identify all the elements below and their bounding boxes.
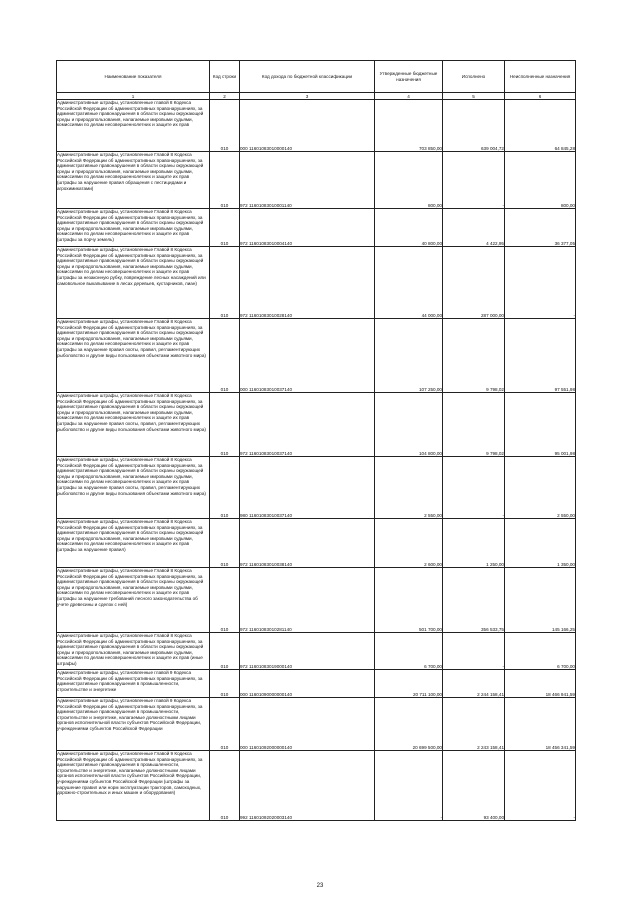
row-executed: 287 000,00 xyxy=(443,247,505,319)
row-unexecuted: - xyxy=(505,751,576,821)
row-unexecuted: 18 456 341,59 xyxy=(505,698,576,751)
row-unexecuted: 145 166,25 xyxy=(505,568,576,633)
row-unexecuted: - xyxy=(505,247,576,319)
table-row xyxy=(57,457,576,519)
row-indicator-name: Административные штрафы, установленные Главой 8 Кодекса Российской Федерации об административных правонарушениях, за административные правонарушения в области охраны окружающей среды и природопользования, налагаемые мировыми судьями, комиссиями по делам несовершеннолетних и защите их прав (штрафы за нарушение требований лесного законодательства об учете древесины и сделок с ней) xyxy=(57,568,210,633)
row-approved: 20 699 500,00 xyxy=(375,698,443,751)
row-line-code: 010 xyxy=(210,209,240,247)
row-budget-code: 980 11601083010037140 xyxy=(240,457,375,519)
page-number: 23 xyxy=(316,883,324,889)
header-indicator-name: Наименование показателя xyxy=(57,61,210,93)
row-executed: 1 250,00 xyxy=(443,519,505,568)
row-unexecuted: 64 845,28 xyxy=(505,100,576,152)
row-executed: - xyxy=(443,152,505,209)
row-indicator-name: Административные штрафы, установленные Главой 8 Кодекса Российской Федерации об административных правонарушениях, за административные правонарушения в области охраны окружающей среды и природопользования, налагаемые мировыми судьями, комиссиями по делам несовершеннолетних и защите их прав (штрафы за порчу земель) xyxy=(57,209,210,247)
row-budget-code: 972 11601083010004140 xyxy=(240,209,375,247)
row-approved: 40 800,00 xyxy=(375,209,443,247)
header-row xyxy=(57,61,576,93)
table-row xyxy=(57,152,576,209)
row-indicator-name: Административные штрафы, установленные Главой 8 Кодекса Российской Федерации об административных правонарушениях, за административные правонарушения в области охраны окружающей среды и природопользования, налагаемые мировыми судьями, комиссиями по делам несовершеннолетних и защите их прав (штрафы за нарушение правил охоты, правил, регламентирующих рыболовство и другие виды пользования объектами животного мира) xyxy=(57,457,210,519)
row-indicator-name: Административные штрафы, установленные Главой 9 Кодекса Российской Федерации об административных правонарушениях, за административные правонарушения в промышленности, строительстве и энергетике, налагаемые должностными лицами органов исполнительной власти субъектов Российской Федерации, учреждениями субъектов Российской Федерации (штрафы за нарушение правил или норм эксплуатации тракторов, самоходных, дорожно-строительных и иных машин и оборудования) xyxy=(57,751,210,821)
table-row xyxy=(57,568,576,633)
column-number: 2 xyxy=(210,93,240,100)
row-executed: 356 533,75 xyxy=(443,568,505,633)
row-indicator-name: Административные штрафы, установленные Главой 8 Кодекса Российской Федерации об административных правонарушениях, за административные правонарушения в области охраны окружающей среды и природопользования, налагаемые мировыми судьями, комиссиями по делам несовершеннолетних и защите их прав (штрафы за нарушение правил) xyxy=(57,519,210,568)
row-approved: 2 600,00 xyxy=(375,519,443,568)
row-unexecuted: 36 377,05 xyxy=(505,209,576,247)
row-approved: 703 850,00 xyxy=(375,100,443,152)
header-budget-code: Код дохода по бюджетной классификации xyxy=(240,61,375,93)
row-unexecuted: 18 466 941,59 xyxy=(505,670,576,698)
table-row xyxy=(57,209,576,247)
row-unexecuted: 800,00 xyxy=(505,152,576,209)
row-approved: 104 800,00 xyxy=(375,393,443,457)
row-budget-code: 972 11601083019000140 xyxy=(240,633,375,670)
row-budget-code: 972 11601083010037140 xyxy=(240,393,375,457)
row-approved: 44 000,00 xyxy=(375,247,443,319)
row-budget-code: 000 11601083010000140 xyxy=(240,100,375,152)
table-row xyxy=(57,519,576,568)
row-approved: 107 250,00 xyxy=(375,319,443,393)
row-indicator-name: Административные штрафы, установленные Главой 8 Кодекса Российской Федерации об административных правонарушениях, за административные правонарушения в области охраны окружающей среды и природопользования, налагаемые мировыми судьями, комиссиями по делам несовершеннолетних и защите их прав (иные штрафы) xyxy=(57,633,210,670)
row-executed: 2 243 158,41 xyxy=(443,698,505,751)
row-indicator-name: Административные штрафы, установленные Главой 8 Кодекса Российской Федерации об административных правонарушениях, за административные правонарушения в области охраны окружающей среды и природопользования, налагаемые мировыми судьями, комиссиями по делам несовершеннолетних и защите их прав (штрафы за нарушение правил охоты, правил, регламентирующих рыболовство и другие виды пользования объектами животного мира) xyxy=(57,319,210,393)
row-executed: 4 422,95 xyxy=(443,209,505,247)
row-approved: 501 700,00 xyxy=(375,568,443,633)
table-row xyxy=(57,393,576,457)
row-line-code: 010 xyxy=(210,751,240,821)
row-unexecuted: 1 350,00 xyxy=(505,519,576,568)
row-approved: 800,00 xyxy=(375,152,443,209)
row-budget-code: 972 11601083010001140 xyxy=(240,152,375,209)
column-number: 6 xyxy=(505,93,576,100)
row-indicator-name: Административные штрафы, установленные главой 9 Кодекса Российской Федерации об административных правонарушениях, за административные правонарушения в промышленности, строительстве и энергетике, налагаемые должностными лицами органов исполнительной власти субъектов Российской Федерации, учреждениями субъектов Российской Федерации xyxy=(57,698,210,751)
row-approved: - xyxy=(375,751,443,821)
column-number-row xyxy=(57,93,576,100)
row-budget-code: 000 11601090000000140 xyxy=(240,670,375,698)
row-unexecuted: 95 001,98 xyxy=(505,393,576,457)
column-number: 1 xyxy=(57,93,210,100)
column-number: 4 xyxy=(375,93,443,100)
row-line-code: 010 xyxy=(210,670,240,698)
row-indicator-name: Административные штрафы, установленные Главой 8 Кодекса Российской Федерации об административных правонарушениях, за административные правонарушения в области охраны окружающей среды и природопользования, налагаемые мировыми судьями, комиссиями по делам несовершеннолетних и защите их прав (штрафы за нарушение правил обращения с пестицидами и агрохимикатами) xyxy=(57,152,210,209)
row-budget-code: 972 11601083010028140 xyxy=(240,247,375,319)
column-number: 3 xyxy=(240,93,375,100)
row-unexecuted: 2 550,00 xyxy=(505,457,576,519)
table-row xyxy=(57,319,576,393)
row-line-code: 010 xyxy=(210,100,240,152)
header-unexecuted: Неисполненные назначения xyxy=(505,61,576,93)
row-indicator-name: Административные штрафы, установленные Главой 8 Кодекса Российской Федерации об административных правонарушениях, за административные правонарушения в области охраны окружающей среды и природопользования, налагаемые мировыми судьями, комиссиями по делам несовершеннолетних и защите их прав (штрафы за нарушение правил охоты, правил, регламентирующих рыболовство и другие виды пользования объектами животного мира) xyxy=(57,393,210,457)
row-indicator-name: Административные штрафы, установленные Главой 8 Кодекса Российской Федерации об административных правонарушениях, за административные правонарушения в области охраны окружающей среды и природопользования, налагаемые мировыми судьями, комиссиями по делам несовершеннолетних и защите их прав (штрафы за незаконную рубку, повреждение лесных насаждений или самовольное выкапывание в лесах деревьев, кустарников, лиан) xyxy=(57,247,210,319)
budget-revenue-table xyxy=(56,60,576,821)
row-line-code: 010 xyxy=(210,319,240,393)
row-line-code: 010 xyxy=(210,568,240,633)
row-approved: 20 711 100,00 xyxy=(375,670,443,698)
header-executed: Исполнено xyxy=(443,61,505,93)
row-indicator-name: Административные штрафы, установленные главой 8 Кодекса Российской Федерации об административных правонарушениях, за административные правонарушения в области охраны окружающей среды и природопользования, налагаемые мировыми судьями, комиссиями по делам несовершеннолетних и защите их прав xyxy=(57,100,210,152)
table-row xyxy=(57,247,576,319)
row-executed: 2 244 158,41 xyxy=(443,670,505,698)
row-budget-code: 972 11601083010281140 xyxy=(240,568,375,633)
header-approved: Утвержденные бюджетные назначения xyxy=(375,61,443,93)
header-line-code: Код строки xyxy=(210,61,240,93)
row-line-code: 010 xyxy=(210,519,240,568)
row-budget-code: 000 11601083010037140 xyxy=(240,319,375,393)
row-line-code: 010 xyxy=(210,457,240,519)
row-executed: - xyxy=(443,633,505,670)
row-executed: - xyxy=(443,457,505,519)
row-line-code: 010 xyxy=(210,152,240,209)
table-row xyxy=(57,633,576,670)
row-budget-code: 992 11601092020003140 xyxy=(240,751,375,821)
row-executed: 9 798,02 xyxy=(443,319,505,393)
table-row xyxy=(57,751,576,821)
table-row xyxy=(57,698,576,751)
row-budget-code: 000 11601092000000140 xyxy=(240,698,375,751)
row-executed: 93 400,00 xyxy=(443,751,505,821)
row-approved: 2 550,00 xyxy=(375,457,443,519)
row-executed: 9 798,02 xyxy=(443,393,505,457)
row-line-code: 010 xyxy=(210,247,240,319)
column-number: 5 xyxy=(443,93,505,100)
row-line-code: 010 xyxy=(210,633,240,670)
table-row xyxy=(57,100,576,152)
table-row xyxy=(57,670,576,698)
row-line-code: 010 xyxy=(210,393,240,457)
row-line-code: 010 xyxy=(210,698,240,751)
row-approved: 6 700,00 xyxy=(375,633,443,670)
row-indicator-name: Административные штрафы, установленные главой 9 Кодекса Российской Федерации об административных правонарушениях, за административные правонарушения в промышленности, строительстве и энергетике xyxy=(57,670,210,698)
row-unexecuted: 6 700,00 xyxy=(505,633,576,670)
row-executed: 639 004,72 xyxy=(443,100,505,152)
row-unexecuted: 97 551,98 xyxy=(505,319,576,393)
row-budget-code: 972 11601083010038140 xyxy=(240,519,375,568)
